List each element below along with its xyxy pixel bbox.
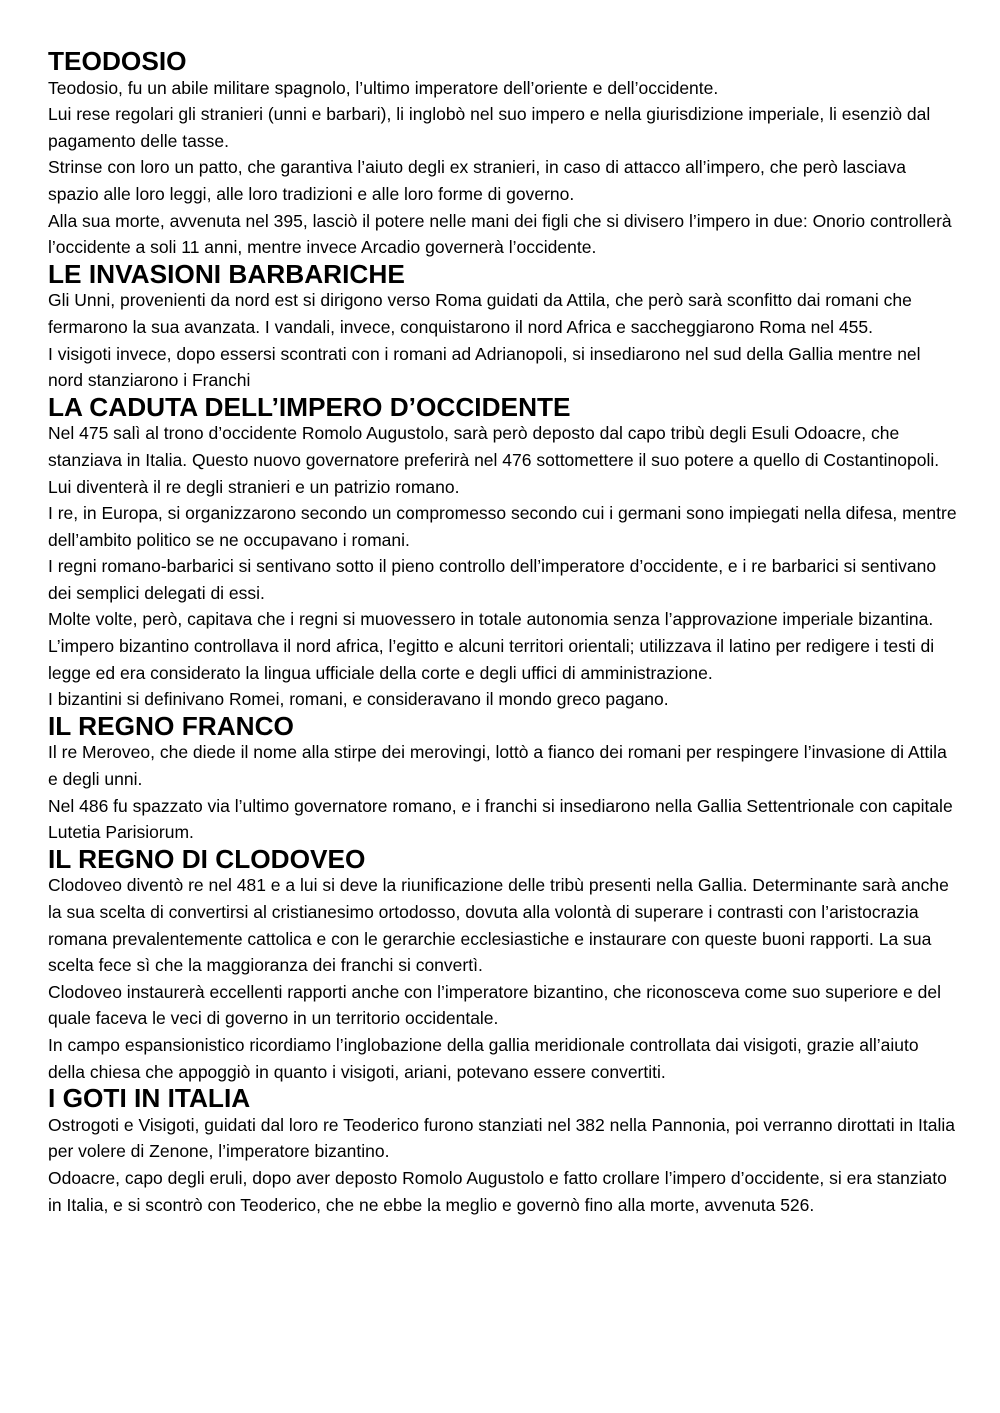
paragraph: I re, in Europa, si organizzarono secondo un compromesso secondo cui i germani sono impiegati nella difesa, mentre dell’ambito politico se ne occupavano i romani.	[48, 503, 957, 550]
paragraph: Molte volte, però, capitava che i regni si muovessero in totale autonomia senza l’approvazione imperiale bizantina.	[48, 609, 934, 630]
paragraph: L’impero bizantino controllava il nord africa, l’egitto e alcuni territori orientali; utilizzava il latino per redigere i testi di legge ed era considerato la lingua ufficiale della corte e degli uffici di amministrazione.	[48, 636, 935, 683]
paragraph: Odoacre, capo degli eruli, dopo aver deposto Romolo Augustolo e fatto crollare l’impero d’occidente, si era stanziato in Italia, e si scontrò con Teoderico, che ne ebbe la meglio e governò fino alla morte, avvenuta 526.	[48, 1167, 947, 1215]
paragraph: I visigoti invece, dopo essersi scontrati con i romani ad Adrianopoli, si insediarono nel sud della Gallia mentre nel nord stanziarono i Franchi	[48, 343, 921, 391]
document-body	[48, 48, 958, 1218]
paragraph: Clodoveo instaurerà eccellenti rapporti anche con l’imperatore bizantino, che riconosceva come suo superiore e del quale faceva le veci di governo in un territorio occidentale.	[48, 981, 941, 1029]
section-heading: IL REGNO FRANCO	[48, 710, 294, 741]
section-heading: LA CADUTA DELL’IMPERO D’OCCIDENTE	[48, 391, 571, 422]
section-teodosio	[48, 48, 958, 261]
section-regno-franco	[48, 710, 958, 846]
paragraph: Teodosio, fu un abile militare spagnolo, l’ultimo imperatore dell’oriente e dell’occidente.	[48, 77, 719, 98]
paragraph: Nel 475 salì al trono d’occidente Romolo Augustolo, sarà però deposto dal capo tribù degli Esuli Odoacre, che stanziava in Italia. Questo nuovo governatore preferirà nel 476 sottomettere il suo potere a quello di Costantinopoli. Lui diventerà il re degli stranieri e un patrizio romano.	[48, 423, 940, 497]
section-goti-italia	[48, 1085, 958, 1218]
paragraph: Lui rese regolari gli stranieri (unni e barbari), li inglobò nel suo impero e nella giurisdizione imperiale, li esenziò dal pagamento delle tasse.	[48, 104, 931, 151]
paragraph: Clodoveo diventò re nel 481 e a lui si deve la riunificazione delle tribù presenti nella Gallia. Determinante sarà anche la sua scelta di convertirsi al cristianesimo ortodosso, dovuta alla volontà di superare i contrasti con l’aristocrazia romana prevalentemente cattolica e con le gerarchie ecclesiastiche e instaurare con queste buoni rapporti. La sua scelta fece sì che la maggioranza dei franchi si convertì.	[48, 875, 949, 976]
section-invasioni-barbariche	[48, 258, 958, 394]
paragraph: Strinse con loro un patto, che garantiva l’aiuto degli ex stranieri, in caso di attacco all’impero, che però lasciava spazio alle loro leggi, alle loro tradizioni e alle loro forme di governo.	[48, 157, 906, 204]
paragraph: Nel 486 fu spazzato via l’ultimo governatore romano, e i franchi si insediarono nella Gallia Settentrionale con capitale Lutetia Parisiorum.	[48, 795, 953, 843]
paragraph: In campo espansionistico ricordiamo l’inglobazione della gallia meridionale controllata dai visigoti, grazie all’aiuto della chiesa che appoggiò in quanto i visigoti, ariani, potevano essere convertiti.	[48, 1034, 919, 1082]
paragraph: I bizantini si definivano Romei, romani, e consideravano il mondo greco pagano.	[48, 689, 669, 710]
section-heading: IL REGNO DI CLODOVEO	[48, 843, 366, 874]
paragraph: Gli Unni, provenienti da nord est si dirigono verso Roma guidati da Attila, che però sarà sconfitto dai romani che fermarono la sua avanzata. I vandali, invece, conquistarono il nord Africa e saccheggiarono Roma nel 455.	[48, 290, 912, 337]
section-heading: TEODOSIO	[48, 46, 187, 76]
paragraph: Ostrogoti e Visigoti, guidati dal loro re Teoderico furono stanziati nel 382 nella Pannonia, poi verranno dirottati in Italia per volere di Zenone, l’imperatore bizantino.	[48, 1114, 955, 1162]
section-heading: I GOTI IN ITALIA	[48, 1083, 251, 1114]
paragraph: Alla sua morte, avvenuta nel 395, lasciò il potere nelle mani dei figli che si divisero l’impero in due: Onorio controllerà l’occidente a soli 11 anni, mentre invece Arcadio governerà l’occidente.	[48, 210, 952, 258]
section-heading: LE INVASIONI BARBARICHE	[48, 258, 405, 289]
paragraph: I regni romano-barbarici si sentivano sotto il pieno controllo dell’imperatore d’occidente, e i re barbarici si sentivano dei semplici delegati di essi.	[48, 556, 937, 603]
section-caduta-impero	[48, 391, 958, 713]
paragraph: Il re Meroveo, che diede il nome alla stirpe dei merovingi, lottò a fianco dei romani per respingere l’invasione di Attila e degli unni.	[48, 742, 947, 790]
section-regno-clodoveo	[48, 843, 958, 1085]
